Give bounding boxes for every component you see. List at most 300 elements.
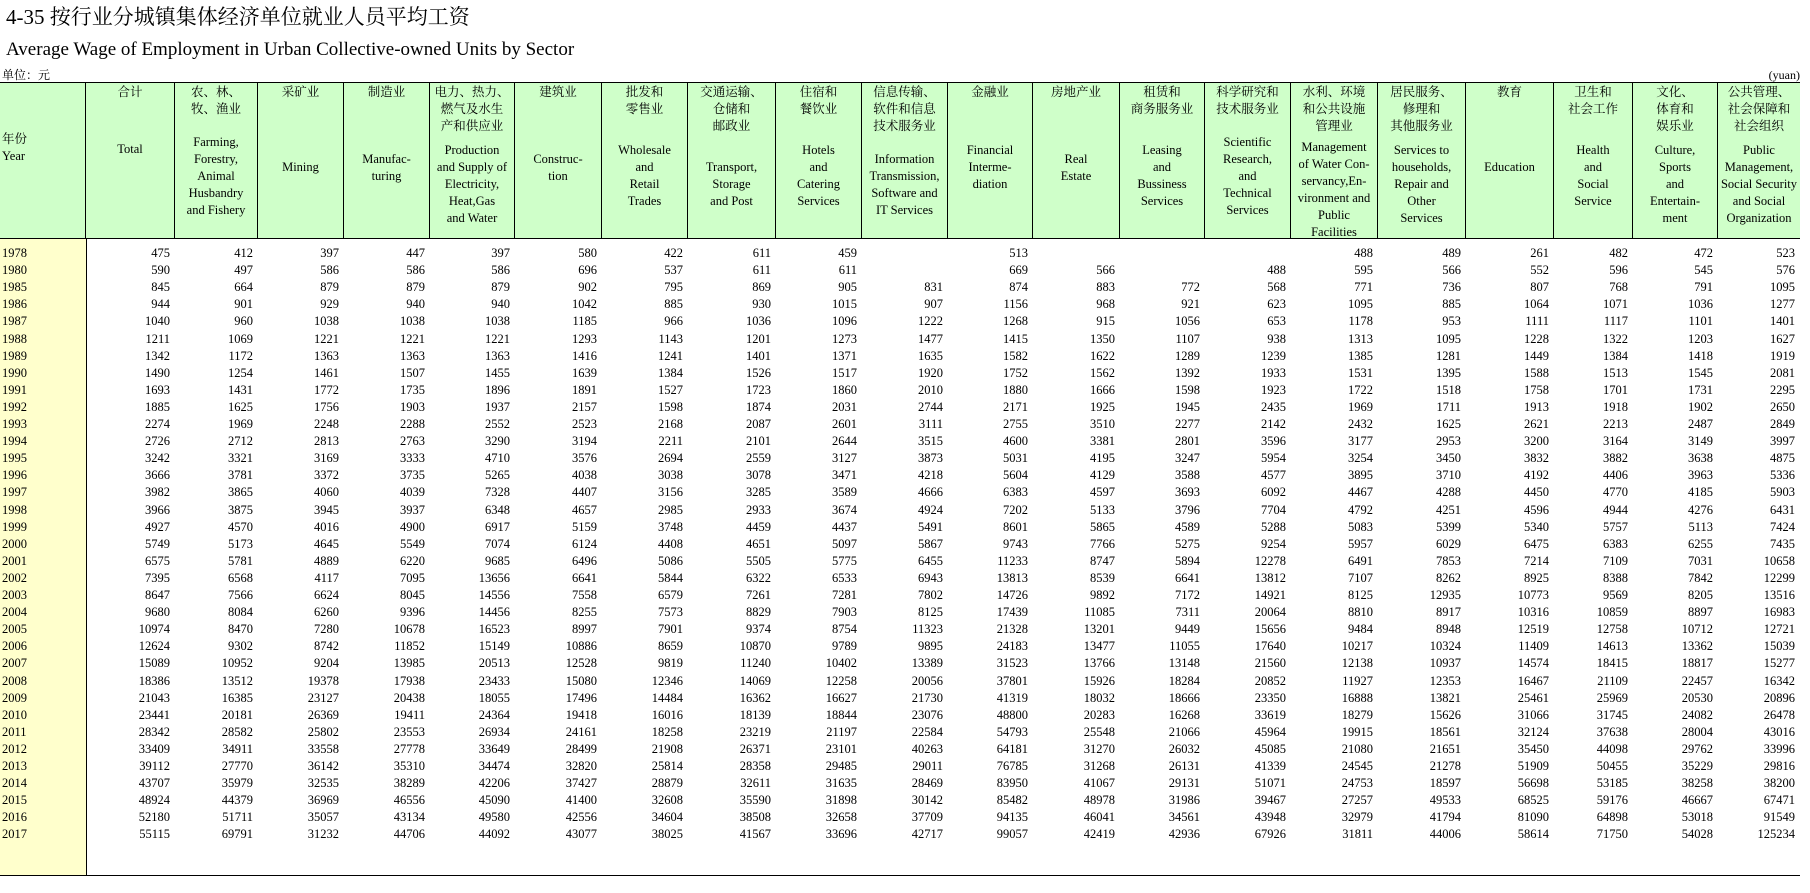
value-cell: 6641 bbox=[572, 570, 597, 585]
value-cell: 586 bbox=[491, 263, 510, 278]
value-cell: 2435 bbox=[1261, 399, 1286, 414]
value-cell: 3666 bbox=[145, 468, 170, 483]
value-cell: 5604 bbox=[1003, 468, 1028, 483]
value-cell: 940 bbox=[406, 297, 425, 312]
value-cell: 29485 bbox=[825, 759, 857, 773]
column-header-13 bbox=[1120, 83, 1205, 238]
value-cell: 64181 bbox=[996, 741, 1028, 756]
value-cell: 48978 bbox=[1083, 793, 1115, 808]
value-cell: 1015 bbox=[832, 297, 857, 312]
value-cell: 15080 bbox=[565, 673, 597, 688]
value-cell: 14484 bbox=[651, 690, 683, 705]
value-cell: 2288 bbox=[400, 417, 425, 431]
value-cell: 18055 bbox=[478, 690, 510, 705]
value-cell: 31523 bbox=[996, 656, 1028, 671]
value-cell: 3254 bbox=[1348, 451, 1373, 466]
value-cell: 3596 bbox=[1261, 434, 1286, 449]
value-cell: 1038 bbox=[314, 314, 339, 329]
value-cell: 397 bbox=[320, 246, 339, 260]
value-cell: 2621 bbox=[1524, 417, 1549, 431]
value-cell: 4185 bbox=[1688, 485, 1713, 500]
value-cell: 19378 bbox=[307, 673, 339, 688]
value-cell: 3882 bbox=[1603, 451, 1628, 466]
value-cell: 3333 bbox=[400, 451, 425, 466]
value-cell: 3164 bbox=[1603, 434, 1628, 449]
value-cell: 42936 bbox=[1168, 827, 1200, 842]
value-cell: 32979 bbox=[1341, 810, 1373, 825]
table-row bbox=[0, 724, 1800, 741]
value-cell: 11055 bbox=[1169, 639, 1200, 654]
value-cell: 1064 bbox=[1524, 297, 1549, 312]
year-cell: 2010 bbox=[2, 707, 27, 722]
value-cell: 6943 bbox=[918, 570, 943, 585]
value-cell: 42419 bbox=[1083, 827, 1115, 842]
value-cell: 48800 bbox=[996, 707, 1028, 722]
value-cell: 3372 bbox=[314, 468, 339, 483]
year-column-header bbox=[0, 83, 86, 238]
value-cell: 2813 bbox=[314, 434, 339, 449]
value-cell: 5173 bbox=[228, 536, 253, 551]
column-header-english: Services to households, Repair and Other Services bbox=[1391, 143, 1452, 225]
year-cell: 1998 bbox=[2, 502, 27, 517]
table-bottom-rule bbox=[0, 875, 1800, 876]
value-cell: 537 bbox=[664, 263, 683, 278]
year-cell: 2006 bbox=[2, 639, 27, 654]
column-header-english: Real Estate bbox=[1060, 151, 1092, 183]
column-header-chinese: 合计 bbox=[117, 85, 143, 99]
value-cell: 4251 bbox=[1436, 502, 1461, 517]
value-cell: 9302 bbox=[228, 639, 253, 654]
value-cell: 1860 bbox=[832, 382, 857, 397]
table-header bbox=[0, 83, 1800, 239]
value-cell: 1211 bbox=[145, 331, 170, 346]
column-header-english: Hotels and Catering Services bbox=[796, 143, 841, 208]
value-cell: 1455 bbox=[485, 365, 510, 380]
table-row bbox=[0, 399, 1800, 416]
value-cell: 23350 bbox=[1254, 690, 1286, 705]
column-header-chinese: 建筑业 bbox=[539, 85, 577, 99]
value-cell: 31066 bbox=[1517, 707, 1549, 722]
value-cell: 6624 bbox=[314, 588, 339, 602]
value-cell: 38200 bbox=[1763, 776, 1795, 791]
value-cell: 41339 bbox=[1254, 759, 1286, 773]
value-cell: 13766 bbox=[1083, 656, 1115, 671]
value-cell: 45964 bbox=[1254, 724, 1286, 739]
value-cell: 1918 bbox=[1603, 399, 1628, 414]
column-header-2 bbox=[175, 83, 258, 238]
column-header-chinese: 批发和 零售业 bbox=[625, 85, 664, 116]
value-cell: 46041 bbox=[1083, 810, 1115, 825]
value-cell: 472 bbox=[1694, 246, 1713, 260]
table-row bbox=[0, 826, 1800, 843]
value-cell: 1117 bbox=[1603, 314, 1628, 329]
year-cell: 1978 bbox=[2, 246, 27, 260]
year-cell: 2005 bbox=[2, 622, 27, 637]
value-cell: 6348 bbox=[485, 502, 510, 517]
value-cell: 4666 bbox=[918, 485, 943, 500]
value-cell: 4900 bbox=[400, 519, 425, 534]
value-cell: 5097 bbox=[832, 536, 857, 551]
value-cell: 929 bbox=[320, 297, 339, 312]
value-cell: 28879 bbox=[651, 776, 683, 791]
value-cell: 13813 bbox=[996, 570, 1028, 585]
value-cell: 1527 bbox=[658, 382, 683, 397]
value-cell: 9680 bbox=[145, 605, 170, 620]
value-cell: 27770 bbox=[221, 759, 253, 773]
value-cell: 18139 bbox=[739, 707, 771, 722]
value-cell: 25814 bbox=[651, 759, 683, 773]
value-cell: 1903 bbox=[400, 399, 425, 414]
value-cell: 10886 bbox=[565, 639, 597, 654]
value-cell: 43707 bbox=[138, 776, 170, 791]
value-cell: 1874 bbox=[746, 399, 771, 414]
value-cell: 23433 bbox=[478, 673, 510, 688]
value-cell: 1639 bbox=[572, 365, 597, 380]
year-cell: 1985 bbox=[2, 280, 27, 295]
value-cell: 10316 bbox=[1517, 605, 1549, 620]
value-cell: 1507 bbox=[400, 365, 425, 380]
value-cell: 21109 bbox=[1597, 673, 1628, 688]
value-cell: 1415 bbox=[1003, 331, 1028, 346]
value-cell: 24545 bbox=[1341, 759, 1373, 773]
value-cell: 8897 bbox=[1688, 605, 1713, 620]
table-row bbox=[0, 313, 1800, 330]
value-cell: 8917 bbox=[1436, 605, 1461, 620]
table-row bbox=[0, 484, 1800, 501]
value-cell: 3515 bbox=[918, 434, 943, 449]
column-header-16 bbox=[1378, 83, 1466, 238]
value-cell: 1313 bbox=[1348, 331, 1373, 346]
value-cell: 31270 bbox=[1083, 741, 1115, 756]
table-row bbox=[0, 536, 1800, 553]
value-cell: 18817 bbox=[1681, 656, 1713, 671]
table-row bbox=[0, 331, 1800, 348]
value-cell: 6220 bbox=[400, 553, 425, 568]
value-cell: 13512 bbox=[221, 673, 253, 688]
value-cell: 4927 bbox=[145, 519, 170, 534]
value-cell: 2755 bbox=[1003, 417, 1028, 431]
year-cell: 2017 bbox=[2, 827, 27, 842]
value-cell: 1526 bbox=[746, 365, 771, 380]
year-cell: 1994 bbox=[2, 434, 27, 449]
value-cell: 3796 bbox=[1175, 502, 1200, 517]
value-cell: 18666 bbox=[1168, 690, 1200, 705]
value-cell: 488 bbox=[1354, 246, 1373, 260]
value-cell: 16467 bbox=[1517, 673, 1549, 688]
value-cell: 1923 bbox=[1261, 382, 1286, 397]
year-cell: 2002 bbox=[2, 570, 27, 585]
value-cell: 1363 bbox=[314, 348, 339, 363]
value-cell: 31986 bbox=[1168, 793, 1200, 808]
column-header-17 bbox=[1466, 83, 1554, 238]
value-cell: 33649 bbox=[478, 741, 510, 756]
value-cell: 8647 bbox=[145, 588, 170, 602]
value-cell: 3111 bbox=[918, 417, 943, 431]
value-cell: 24082 bbox=[1681, 707, 1713, 722]
value-cell: 611 bbox=[752, 246, 771, 260]
value-cell: 1401 bbox=[746, 348, 771, 363]
year-cell: 2013 bbox=[2, 759, 27, 773]
value-cell: 11233 bbox=[997, 553, 1028, 568]
value-cell: 18415 bbox=[1596, 656, 1628, 671]
value-cell: 3945 bbox=[314, 502, 339, 517]
value-cell: 68525 bbox=[1517, 793, 1549, 808]
value-cell: 7095 bbox=[400, 570, 425, 585]
value-cell: 905 bbox=[838, 280, 857, 295]
value-cell: 4597 bbox=[1090, 485, 1115, 500]
value-cell: 23553 bbox=[393, 724, 425, 739]
value-cell: 23219 bbox=[739, 724, 771, 739]
value-cell: 1350 bbox=[1090, 331, 1115, 346]
value-cell: 38258 bbox=[1681, 776, 1713, 791]
value-cell: 15039 bbox=[1763, 639, 1795, 654]
value-cell: 3937 bbox=[400, 502, 425, 517]
value-cell: 5775 bbox=[832, 553, 857, 568]
value-cell: 48924 bbox=[138, 793, 170, 808]
value-cell: 7109 bbox=[1603, 553, 1628, 568]
value-cell: 3321 bbox=[228, 451, 253, 466]
page-title-english: Average Wage of Employment in Urban Collective-owned Units by Sector bbox=[6, 39, 575, 60]
value-cell: 6579 bbox=[658, 588, 683, 602]
value-cell: 6568 bbox=[228, 570, 253, 585]
value-cell: 7903 bbox=[832, 605, 857, 620]
value-cell: 2101 bbox=[746, 434, 771, 449]
column-header-20 bbox=[1718, 83, 1800, 238]
value-cell: 1925 bbox=[1090, 399, 1115, 414]
year-cell: 1993 bbox=[2, 417, 27, 431]
table-row bbox=[0, 262, 1800, 279]
column-header-chinese: 交通运输、 仓储和 邮政业 bbox=[700, 85, 763, 133]
value-cell: 1490 bbox=[145, 365, 170, 380]
value-cell: 4218 bbox=[918, 468, 943, 483]
value-cell: 2712 bbox=[228, 434, 253, 449]
value-cell: 1902 bbox=[1688, 399, 1713, 414]
value-cell: 3865 bbox=[228, 485, 253, 500]
value-cell: 586 bbox=[406, 263, 425, 278]
table-row bbox=[0, 621, 1800, 638]
value-cell: 1518 bbox=[1436, 382, 1461, 397]
value-cell: 51071 bbox=[1254, 776, 1286, 791]
value-cell: 13812 bbox=[1254, 570, 1286, 585]
value-cell: 885 bbox=[1442, 297, 1461, 312]
value-cell: 24183 bbox=[996, 639, 1028, 654]
value-cell: 1392 bbox=[1175, 365, 1200, 380]
value-cell: 3589 bbox=[832, 485, 857, 500]
value-cell: 3576 bbox=[572, 451, 597, 466]
value-cell: 944 bbox=[151, 297, 170, 312]
value-cell: 54028 bbox=[1681, 827, 1713, 842]
value-cell: 21197 bbox=[826, 724, 857, 739]
column-header-chinese: 农、林、 牧、渔业 bbox=[190, 85, 241, 116]
table-row bbox=[0, 296, 1800, 313]
value-cell: 20438 bbox=[393, 690, 425, 705]
value-cell: 1385 bbox=[1348, 348, 1373, 363]
value-cell: 1449 bbox=[1524, 348, 1549, 363]
column-header-english: Financial Interme- diation bbox=[966, 143, 1014, 191]
value-cell: 10859 bbox=[1596, 605, 1628, 620]
value-cell: 3127 bbox=[832, 451, 857, 466]
value-cell: 1622 bbox=[1090, 348, 1115, 363]
value-cell: 11927 bbox=[1342, 673, 1373, 688]
value-cell: 5957 bbox=[1348, 536, 1373, 551]
value-cell: 1933 bbox=[1261, 365, 1286, 380]
value-cell: 44098 bbox=[1596, 741, 1628, 756]
table-row bbox=[0, 279, 1800, 296]
value-cell: 590 bbox=[151, 263, 170, 278]
value-cell: 8045 bbox=[400, 588, 425, 602]
value-cell: 14726 bbox=[996, 588, 1028, 602]
year-cell: 1980 bbox=[2, 263, 27, 278]
value-cell: 13389 bbox=[911, 656, 943, 671]
column-header-18 bbox=[1554, 83, 1633, 238]
value-cell: 1363 bbox=[400, 348, 425, 363]
value-cell: 4459 bbox=[746, 519, 771, 534]
value-cell: 7202 bbox=[1003, 502, 1028, 517]
table-row bbox=[0, 673, 1800, 690]
value-cell: 33696 bbox=[825, 827, 857, 842]
value-cell: 21560 bbox=[1254, 656, 1286, 671]
value-cell: 6496 bbox=[572, 553, 597, 568]
value-cell: 12138 bbox=[1341, 656, 1373, 671]
value-cell: 791 bbox=[1694, 280, 1713, 295]
column-header-english: Transport, Storage and Post bbox=[705, 160, 758, 208]
value-cell: 28469 bbox=[911, 776, 943, 791]
value-cell: 37801 bbox=[996, 673, 1028, 688]
value-cell: 1418 bbox=[1688, 348, 1713, 363]
value-cell: 12519 bbox=[1517, 622, 1549, 637]
value-cell: 8948 bbox=[1436, 622, 1461, 637]
value-cell: 39112 bbox=[139, 759, 170, 773]
table-row bbox=[0, 707, 1800, 724]
value-cell: 3471 bbox=[832, 468, 857, 483]
value-cell: 20852 bbox=[1254, 673, 1286, 688]
value-cell: 6641 bbox=[1175, 570, 1200, 585]
value-cell: 41400 bbox=[565, 793, 597, 808]
value-cell: 20896 bbox=[1763, 690, 1795, 705]
value-cell: 6575 bbox=[145, 553, 170, 568]
value-cell: 35229 bbox=[1681, 759, 1713, 773]
value-cell: 1722 bbox=[1348, 382, 1373, 397]
value-cell: 9396 bbox=[400, 605, 425, 620]
value-cell: 568 bbox=[1267, 280, 1286, 295]
value-cell: 2213 bbox=[1603, 417, 1628, 431]
value-cell: 422 bbox=[664, 246, 683, 260]
value-cell: 8262 bbox=[1436, 570, 1461, 585]
value-cell: 938 bbox=[1267, 331, 1286, 346]
value-cell: 41067 bbox=[1083, 776, 1115, 791]
value-cell: 99057 bbox=[996, 827, 1028, 842]
value-cell: 2559 bbox=[746, 451, 771, 466]
value-cell: 1431 bbox=[228, 382, 253, 397]
value-cell: 14456 bbox=[478, 605, 510, 620]
value-cell: 869 bbox=[752, 280, 771, 295]
value-cell: 7280 bbox=[314, 622, 339, 637]
value-cell: 1384 bbox=[658, 365, 683, 380]
value-cell: 1666 bbox=[1090, 382, 1115, 397]
value-cell: 11323 bbox=[912, 622, 943, 637]
value-cell: 459 bbox=[838, 246, 857, 260]
column-header-english: Culture, Sports and Entertain- ment bbox=[1650, 143, 1700, 225]
value-cell: 9449 bbox=[1175, 622, 1200, 637]
value-cell: 18284 bbox=[1168, 673, 1200, 688]
value-cell: 1221 bbox=[400, 331, 425, 346]
value-cell: 653 bbox=[1267, 314, 1286, 329]
value-cell: 1969 bbox=[228, 417, 253, 431]
value-cell: 1598 bbox=[1175, 382, 1200, 397]
value-cell: 33409 bbox=[138, 741, 170, 756]
value-cell: 27778 bbox=[393, 741, 425, 756]
value-cell: 5844 bbox=[658, 570, 683, 585]
value-cell: 3242 bbox=[145, 451, 170, 466]
value-cell: 6383 bbox=[1003, 485, 1028, 500]
column-header-chinese: 房地产业 bbox=[1050, 85, 1101, 99]
value-cell: 4577 bbox=[1261, 468, 1286, 483]
value-cell: 2295 bbox=[1770, 382, 1795, 397]
value-cell: 611 bbox=[838, 263, 857, 278]
value-cell: 1222 bbox=[918, 314, 943, 329]
year-cell: 2012 bbox=[2, 741, 27, 756]
value-cell: 4657 bbox=[572, 502, 597, 517]
value-cell: 4589 bbox=[1175, 519, 1200, 534]
value-cell: 552 bbox=[1530, 263, 1549, 278]
value-cell: 18032 bbox=[1083, 690, 1115, 705]
value-cell: 1735 bbox=[400, 382, 425, 397]
value-cell: 17496 bbox=[565, 690, 597, 705]
table-row bbox=[0, 690, 1800, 707]
value-cell: 4288 bbox=[1436, 485, 1461, 500]
value-cell: 3290 bbox=[485, 434, 510, 449]
value-cell: 5288 bbox=[1261, 519, 1286, 534]
value-cell: 2523 bbox=[572, 417, 597, 431]
table-row bbox=[0, 416, 1800, 433]
value-cell: 28582 bbox=[221, 724, 253, 739]
value-cell: 3748 bbox=[658, 519, 683, 534]
value-cell: 4406 bbox=[1603, 468, 1628, 483]
value-cell: 2031 bbox=[832, 399, 857, 414]
year-cell: 1988 bbox=[2, 331, 27, 346]
column-header-english: Construc- tion bbox=[533, 151, 583, 183]
value-cell: 1203 bbox=[1688, 331, 1713, 346]
table-row bbox=[0, 638, 1800, 655]
value-cell: 4039 bbox=[400, 485, 425, 500]
value-cell: 6255 bbox=[1688, 536, 1713, 551]
value-cell: 1752 bbox=[1003, 365, 1028, 380]
value-cell: 7172 bbox=[1175, 588, 1200, 602]
value-cell: 32124 bbox=[1517, 724, 1549, 739]
value-cell: 771 bbox=[1354, 280, 1373, 295]
value-cell: 7566 bbox=[228, 588, 253, 602]
table-row bbox=[0, 450, 1800, 467]
value-cell: 43948 bbox=[1254, 810, 1286, 825]
value-cell: 8829 bbox=[746, 605, 771, 620]
value-cell: 3169 bbox=[314, 451, 339, 466]
value-cell: 37638 bbox=[1596, 724, 1628, 739]
value-cell: 397 bbox=[491, 246, 510, 260]
column-header-chinese: 卫生和 社会工作 bbox=[1567, 85, 1618, 116]
value-cell: 1880 bbox=[1003, 382, 1028, 397]
value-cell: 623 bbox=[1267, 297, 1286, 312]
value-cell: 1625 bbox=[1436, 417, 1461, 431]
value-cell: 2432 bbox=[1348, 417, 1373, 431]
value-cell: 35310 bbox=[393, 759, 425, 773]
value-cell: 32820 bbox=[565, 759, 597, 773]
value-cell: 8742 bbox=[314, 639, 339, 654]
value-cell: 1562 bbox=[1090, 365, 1115, 380]
value-cell: 736 bbox=[1442, 280, 1461, 295]
column-header-9 bbox=[776, 83, 862, 238]
year-cell: 1986 bbox=[2, 297, 27, 312]
value-cell: 13516 bbox=[1763, 588, 1795, 602]
